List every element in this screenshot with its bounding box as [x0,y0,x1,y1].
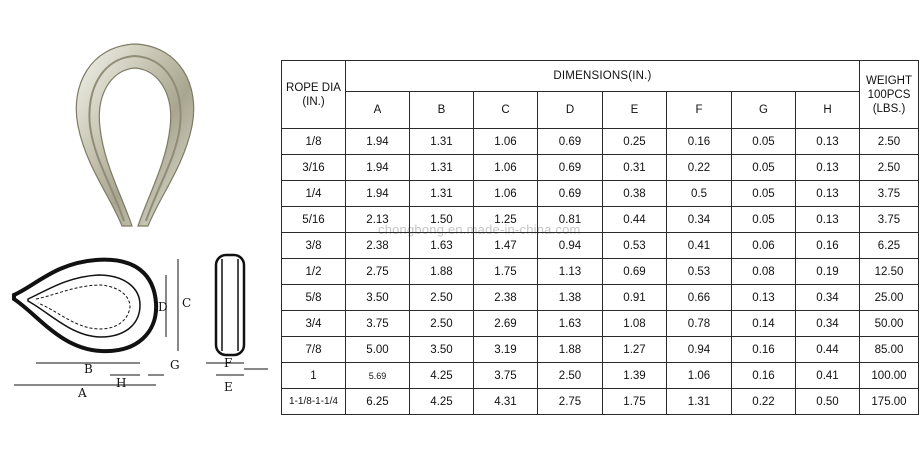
weight-header: WEIGHT 100PCS (LBS.) [860,61,919,129]
label-f: F [224,356,233,370]
dimension-cell-a: 1.94 [346,155,410,181]
table-row [282,233,919,259]
dimension-cell-e: 0.25 [603,129,667,155]
rope-dia-cell: 1/2 [282,259,346,285]
col-header-f: F [667,92,732,129]
dimension-cell-g: 0.06 [732,233,796,259]
dimension-cell-c: 3.75 [474,363,538,389]
dimension-cell-c: 1.47 [474,233,538,259]
weight-cell: 2.50 [860,155,919,181]
table-row [282,363,919,389]
weight-cell: 175.00 [860,389,919,415]
dimension-cell-f: 0.34 [667,207,732,233]
dimension-cell-h: 0.34 [796,285,860,311]
dimension-cell-a: 2.38 [346,233,410,259]
dimension-cell-e: 0.91 [603,285,667,311]
dimension-cell-g: 0.05 [732,181,796,207]
dimension-cell-f: 0.16 [667,129,732,155]
col-header-c: C [474,92,538,129]
col-header-a: A [346,92,410,129]
col-header-d: D [538,92,603,129]
dimension-cell-h: 0.13 [796,207,860,233]
dimension-cell-b: 1.31 [410,155,474,181]
dimension-cell-h: 0.13 [796,155,860,181]
table-row [282,311,919,337]
dimension-cell-g: 0.05 [732,207,796,233]
label-a: A [78,386,87,400]
rope-dia-cell: 1 [282,363,346,389]
table-row [282,155,919,181]
dimension-cell-d: 1.13 [538,259,603,285]
dimension-cell-b: 4.25 [410,389,474,415]
dimension-cell-h: 0.50 [796,389,860,415]
dimension-cell-g: 0.16 [732,337,796,363]
dimension-cell-c: 2.69 [474,311,538,337]
thimble-photo [60,36,210,236]
table-row [282,259,919,285]
dimension-cell-d: 1.38 [538,285,603,311]
rope-dia-cell: 3/16 [282,155,346,181]
dimension-cell-a: 3.75 [346,311,410,337]
dimension-cell-g: 0.08 [732,259,796,285]
spec-table [281,60,919,415]
dimension-cell-b: 1.50 [410,207,474,233]
dimension-cell-b: 3.50 [410,337,474,363]
table-row [282,207,919,233]
dimension-cell-f: 0.5 [667,181,732,207]
dimension-cell-e: 1.75 [603,389,667,415]
weight-cell: 85.00 [860,337,919,363]
dimension-cell-c: 3.19 [474,337,538,363]
dimension-cell-d: 1.88 [538,337,603,363]
dimension-cell-f: 1.31 [667,389,732,415]
rope-dia-cell: 3/8 [282,233,346,259]
dimension-cell-a: 5.00 [346,337,410,363]
spec-table-body [282,129,919,415]
rope-dia-cell: 1/8 [282,129,346,155]
rope-dia-cell: 5/8 [282,285,346,311]
dimension-cell-e: 0.53 [603,233,667,259]
thimble-dimension-drawing [6,245,276,405]
dimension-cell-c: 1.06 [474,181,538,207]
table-row [282,285,919,311]
col-header-e: E [603,92,667,129]
dimension-cell-d: 2.50 [538,363,603,389]
dimension-cell-f: 0.22 [667,155,732,181]
dimension-cell-h: 0.34 [796,311,860,337]
weight-cell: 100.00 [860,363,919,389]
dimension-cell-d: 1.63 [538,311,603,337]
table-row [282,181,919,207]
dimension-cell-b: 4.25 [410,363,474,389]
dimension-cell-g: 0.05 [732,129,796,155]
dimension-cell-h: 0.41 [796,363,860,389]
dimension-cell-d: 0.81 [538,207,603,233]
dimension-cell-h: 0.44 [796,337,860,363]
table-row [282,389,919,415]
label-c: C [182,296,192,310]
dimension-cell-e: 0.38 [603,181,667,207]
dimension-cell-c: 1.25 [474,207,538,233]
dimension-cell-f: 0.94 [667,337,732,363]
dimension-cell-d: 0.69 [538,155,603,181]
dimension-cell-a: 1.94 [346,129,410,155]
col-header-h: H [796,92,860,129]
dimension-cell-b: 2.50 [410,311,474,337]
dimension-cell-g: 0.22 [732,389,796,415]
rope-dia-cell: 1/4 [282,181,346,207]
dimension-cell-a: 2.75 [346,259,410,285]
dimension-cell-g: 0.13 [732,285,796,311]
dimension-cell-e: 0.69 [603,259,667,285]
dimension-cell-b: 1.31 [410,181,474,207]
weight-cell: 2.50 [860,129,919,155]
dimension-cell-a: 1.94 [346,181,410,207]
dimension-cell-d: 0.94 [538,233,603,259]
weight-cell: 3.75 [860,181,919,207]
dimension-cell-b: 1.31 [410,129,474,155]
dimension-cell-c: 1.06 [474,129,538,155]
dimension-cell-f: 0.41 [667,233,732,259]
dimension-cell-f: 1.06 [667,363,732,389]
dimension-cell-a: 2.13 [346,207,410,233]
col-header-g: G [732,92,796,129]
label-b: B [84,362,93,376]
dimension-cell-a: 3.50 [346,285,410,311]
dimension-cell-d: 0.69 [538,129,603,155]
dimension-cell-a: 6.25 [346,389,410,415]
dimension-cell-g: 0.14 [732,311,796,337]
weight-cell: 3.75 [860,207,919,233]
rope-dia-header: ROPE DIA (IN.) [282,61,346,129]
dimension-cell-h: 0.19 [796,259,860,285]
dimension-cell-f: 0.78 [667,311,732,337]
label-g: G [170,358,180,372]
dimension-cell-d: 0.69 [538,181,603,207]
dimension-cell-e: 1.39 [603,363,667,389]
dimension-cell-e: 0.31 [603,155,667,181]
rope-dia-cell: 3/4 [282,311,346,337]
dimensions-header: DIMENSIONS(IN.) [346,61,860,92]
dimension-cell-h: 0.13 [796,129,860,155]
dimension-cell-g: 0.05 [732,155,796,181]
dimension-cell-e: 0.44 [603,207,667,233]
weight-cell: 25.00 [860,285,919,311]
dimension-cell-b: 2.50 [410,285,474,311]
dimension-cell-a: 5.69 [346,363,410,389]
dimension-cell-g: 0.16 [732,363,796,389]
dimension-cell-b: 1.63 [410,233,474,259]
dimension-cell-c: 1.75 [474,259,538,285]
dimension-cell-h: 0.16 [796,233,860,259]
dimension-cell-c: 4.31 [474,389,538,415]
col-header-b: B [410,92,474,129]
dimension-cell-e: 1.27 [603,337,667,363]
dimension-cell-c: 2.38 [474,285,538,311]
dimension-cell-c: 1.06 [474,155,538,181]
table-row [282,129,919,155]
dimension-cell-e: 1.08 [603,311,667,337]
table-row [282,337,919,363]
weight-cell: 6.25 [860,233,919,259]
dimension-cell-f: 0.53 [667,259,732,285]
weight-cell: 50.00 [860,311,919,337]
dimension-cell-b: 1.88 [410,259,474,285]
label-d: D [158,300,168,314]
watermark: chongbong.en.made-in-china.com [378,222,581,237]
weight-cell: 12.50 [860,259,919,285]
dimension-cell-f: 0.66 [667,285,732,311]
rope-dia-cell: 7/8 [282,337,346,363]
dimension-cell-d: 2.75 [538,389,603,415]
rope-dia-cell: 5/16 [282,207,346,233]
rope-dia-cell: 1-1/8-1-1/4 [282,389,346,415]
label-h: H [116,376,127,390]
dimension-cell-h: 0.13 [796,181,860,207]
label-e: E [224,380,233,394]
